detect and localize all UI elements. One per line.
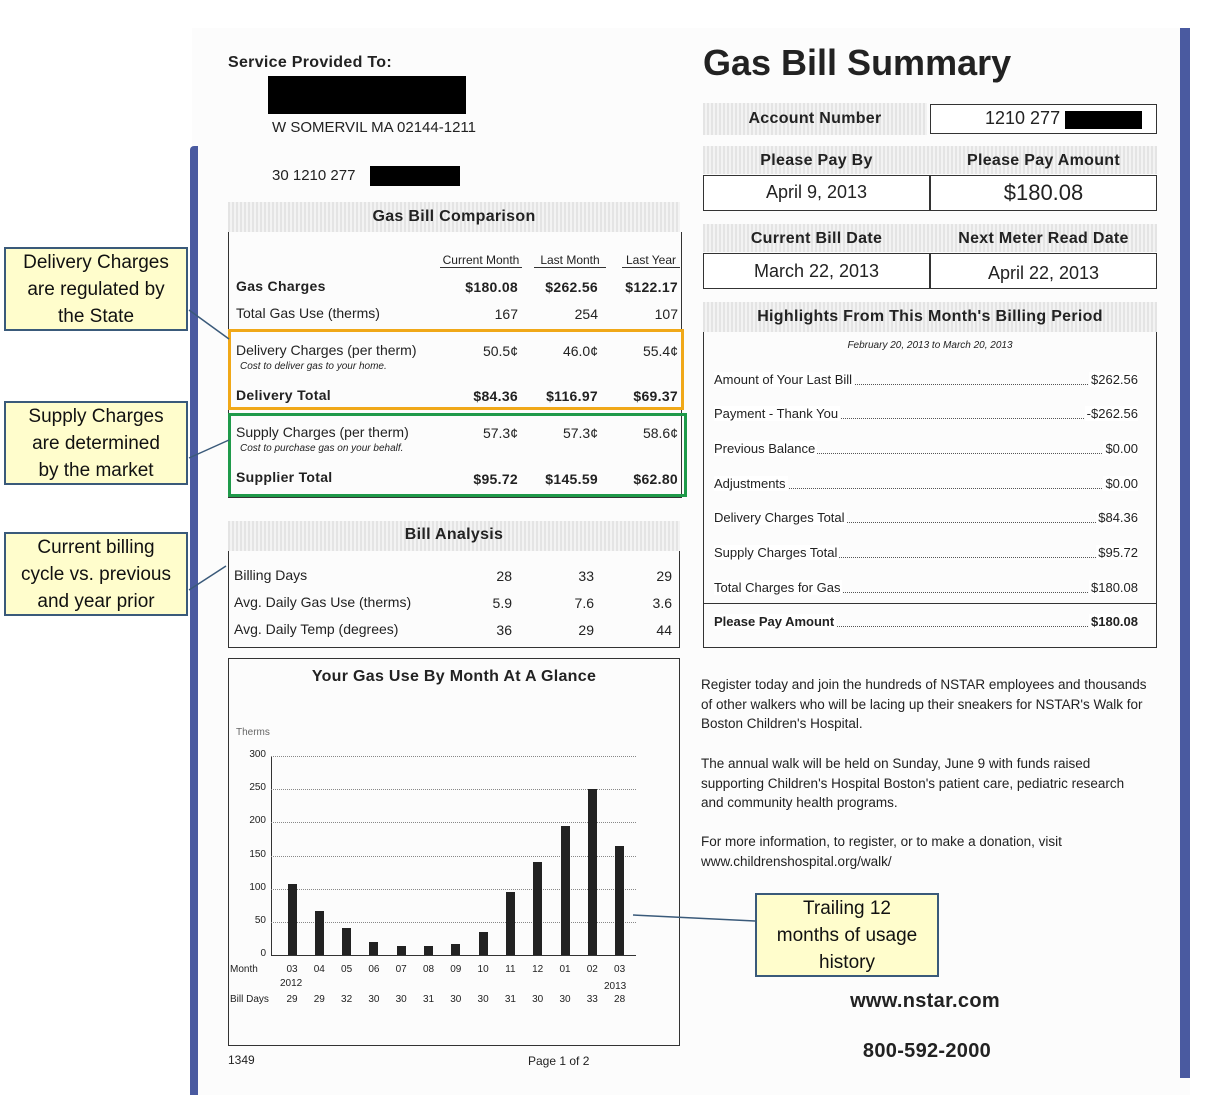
chart-y-tick-label: 300 [249, 749, 266, 760]
chart-x-tick-label: 03 [286, 964, 298, 975]
service-address: W SOMERVIL MA 02144-1211 [272, 119, 476, 136]
chart-y-tick-label: 200 [249, 815, 266, 827]
cell-delivery-total-last: $116.97 [546, 388, 598, 404]
usage-chart-year-end: 2013 [604, 981, 627, 992]
col-last-month: Last Month [534, 253, 606, 268]
pay-amount-value: $180.08 [1003, 180, 1084, 205]
chart-x-tick-label: 02 [586, 964, 598, 975]
callout-line: Delivery Charges [23, 252, 169, 273]
chart-bill-days-label: 30 [532, 994, 544, 1005]
col-last-year: Last Year [622, 253, 680, 268]
chart-bar [533, 862, 542, 955]
callout-line: history [819, 952, 875, 973]
chart-gridline [271, 789, 636, 790]
leader-trailing [633, 915, 755, 921]
chart-bill-days-label: 29 [286, 994, 298, 1005]
row-gas-use-label: Total Gas Use (therms) [236, 305, 380, 321]
highlights-title: Highlights From This Month's Billing Period [757, 308, 1103, 325]
account-number-label: Account Number [748, 110, 882, 127]
chart-y-tick-label: 50 [254, 914, 266, 926]
page-indicator: Page 1 of 2 [528, 1054, 590, 1068]
highlight-value: -$262.56 [1086, 406, 1138, 421]
cell-delivery-total-year: $69.37 [633, 388, 678, 404]
row-gas-charges-label: Gas Charges [236, 278, 326, 294]
cell-gas-last: $262.56 [545, 279, 598, 295]
chart-bill-days-label: 32 [341, 994, 353, 1005]
callout-line: and year prior [37, 591, 155, 612]
bill-date-value: March 22, 2013 [753, 261, 880, 281]
highlight-label: Amount of Your Last Bill [714, 372, 853, 387]
leader-supply [189, 440, 229, 458]
chart-bill-days-label: 30 [559, 994, 571, 1005]
chart-bar [561, 826, 570, 955]
next-read-label: Next Meter Read Date [958, 230, 1129, 247]
comparison-title: Gas Bill Comparison [372, 208, 536, 225]
highlight-value: $0.00 [1105, 441, 1138, 456]
promo-line: For more information, to register, or to make a donation, visit [701, 834, 1062, 849]
row-billing-days-label: Billing Days [234, 567, 308, 583]
callout-line: Trailing 12 [802, 898, 891, 919]
chart-gridline [271, 922, 636, 923]
cell-avg-use-last: 7.6 [574, 595, 594, 611]
callout-line: Supply Charges [28, 406, 164, 427]
chart-y-tick-label: 150 [249, 848, 266, 860]
chart-x-tick-label: 11 [505, 964, 516, 975]
row-supply-note: Cost to purchase gas on your behalf. [240, 443, 404, 454]
cell-supplier-total-year: $62.80 [633, 471, 678, 487]
chart-bar [315, 911, 324, 955]
chart-bar [397, 946, 406, 955]
highlights-period: February 20, 2013 to March 20, 2013 [847, 340, 1013, 351]
highlight-value: $180.08 [1091, 614, 1138, 629]
bill-date-label: Current Bill Date [750, 230, 883, 247]
chart-x-tick-label: 04 [313, 964, 325, 975]
callout-line: are determined [32, 433, 160, 454]
service-account-line: 30 1210 277 [272, 167, 356, 184]
chart-bar [424, 946, 433, 955]
chart-bar [506, 892, 515, 955]
chart-x-tick-label: 05 [341, 964, 353, 975]
chart-x-tick-label: 10 [477, 964, 489, 975]
pay-by-value: April 9, 2013 [765, 182, 868, 202]
account-number-value: 1210 277 [985, 108, 1061, 128]
cell-avg-temp-current: 36 [496, 622, 512, 638]
highlight-value: $84.36 [1098, 510, 1138, 525]
cell-avg-temp-last: 29 [578, 622, 594, 638]
promo-line: and community health programs. [701, 795, 898, 810]
promo-line: Boston Children's Hospital. [701, 716, 863, 731]
highlight-value: $262.56 [1091, 372, 1138, 387]
chart-bar [451, 944, 460, 955]
chart-bill-days-label: 30 [477, 994, 489, 1005]
usage-chart-year-start: 2012 [280, 978, 303, 989]
cell-supply-year: 58.6¢ [642, 425, 678, 441]
chart-x-tick-label: 07 [395, 964, 407, 975]
highlight-label: Supply Charges Total [714, 545, 838, 560]
cell-gas-current: $180.08 [465, 279, 518, 295]
chart-bar [288, 884, 297, 955]
cell-supplier-total-current: $95.72 [473, 471, 518, 487]
pay-amount-label: Please Pay Amount [966, 152, 1120, 169]
promo-line: supporting Children's Hospital Boston's patient care, pediatric research [701, 776, 1125, 791]
cell-avg-temp-year: 44 [656, 622, 672, 638]
usage-chart-bill-days-label: Bill Days [230, 994, 269, 1005]
next-read-value: April 22, 2013 [987, 263, 1100, 283]
cell-supply-last: 57.3¢ [562, 425, 598, 441]
chart-bar [615, 846, 624, 955]
cell-days-year: 29 [656, 568, 672, 584]
chart-x-tick-label: 01 [559, 964, 571, 975]
nstar-phone: 800-592-2000 [862, 1040, 992, 1062]
usage-chart-month-label: Month [230, 964, 258, 975]
service-heading: Service Provided To: [228, 54, 392, 71]
cell-delivery-last: 46.0¢ [562, 343, 598, 359]
highlight-label: Delivery Charges Total [714, 510, 845, 525]
promo-line: of other walkers who will be lacing up their sneakers for NSTAR's Walk for [701, 697, 1143, 712]
usage-chart-unit-label: Therms [236, 727, 270, 738]
highlight-value: $0.00 [1105, 476, 1138, 491]
cell-use-year: 107 [654, 306, 678, 322]
chart-gridline [271, 756, 636, 757]
chart-bill-days-label: 30 [450, 994, 462, 1005]
callout-line: months of usage [776, 925, 918, 946]
chart-gridline [271, 822, 636, 823]
chart-bar [479, 932, 488, 955]
highlight-label: Payment - Thank You [714, 406, 839, 421]
callout-line: are regulated by [27, 279, 165, 300]
promo-line: Register today and join the hundreds of NSTAR employees and thousands [701, 677, 1147, 692]
cell-supply-current: 57.3¢ [482, 425, 518, 441]
row-delivery-label: Delivery Charges (per therm) [236, 342, 417, 358]
chart-bill-days-label: 30 [395, 994, 407, 1005]
highlight-label: Previous Balance [714, 441, 816, 456]
cell-supplier-total-last: $145.59 [545, 471, 598, 487]
chart-bill-days-label: 29 [313, 994, 325, 1005]
chart-gridline [271, 889, 636, 890]
row-avg-temp-label: Avg. Daily Temp (degrees) [234, 621, 399, 637]
chart-x-tick-label: 09 [450, 964, 462, 975]
cell-days-current: 28 [496, 568, 512, 584]
callout-line: cycle vs. previous [21, 564, 171, 585]
leader-delivery [189, 310, 229, 339]
chart-gridline [271, 856, 636, 857]
chart-bill-days-label: 31 [504, 994, 516, 1005]
analysis-title: Bill Analysis [404, 526, 504, 543]
chart-bar [342, 928, 351, 955]
cell-use-current: 167 [494, 306, 518, 322]
col-current-month: Current Month [440, 253, 522, 268]
pay-by-label: Please Pay By [760, 152, 873, 169]
highlight-label: Adjustments [714, 476, 786, 491]
chart-bill-days-label: 30 [368, 994, 380, 1005]
cell-use-last: 254 [574, 306, 598, 322]
chart-x-tick-label: 03 [614, 964, 626, 975]
form-code: 1349 [228, 1053, 255, 1067]
cell-avg-use-current: 5.9 [492, 595, 512, 611]
row-delivery-total-label: Delivery Total [236, 387, 331, 403]
row-supplier-total-label: Supplier Total [236, 469, 333, 485]
chart-bill-days-label: 31 [422, 994, 435, 1005]
cell-delivery-total-current: $84.36 [473, 388, 518, 404]
highlight-value: $180.08 [1091, 580, 1138, 595]
chart-y-tick-label: 250 [249, 782, 266, 794]
callout-line: by the market [38, 460, 154, 481]
highlight-label: Please Pay Amount [714, 614, 835, 629]
chart-bar [588, 789, 597, 955]
nstar-website[interactable]: www.nstar.com [850, 990, 1000, 1012]
chart-bill-days-label: 33 [586, 994, 598, 1005]
highlight-label: Total Charges for Gas [714, 580, 841, 595]
chart-y-tick-label: 0 [260, 948, 266, 959]
promo-link[interactable]: www.childrenshospital.org/walk/ [701, 854, 892, 869]
chart-x-tick-label: 08 [422, 964, 435, 975]
row-delivery-note: Cost to deliver gas to your home. [240, 361, 387, 372]
cell-delivery-current: 50.5¢ [482, 343, 518, 359]
cell-avg-use-year: 3.6 [652, 595, 672, 611]
chart-y-tick-label: 100 [249, 881, 266, 893]
summary-title: Gas Bill Summary [703, 42, 1012, 83]
cell-gas-year: $122.17 [625, 279, 678, 295]
callout-line: Current billing [37, 537, 155, 558]
chart-x-tick-label: 12 [532, 964, 544, 975]
promo-line: The annual walk will be held on Sunday, June 9 with funds raised [701, 756, 1091, 771]
callout-line: the State [57, 306, 135, 327]
chart-bar [369, 942, 378, 955]
usage-chart-title: Your Gas Use By Month At A Glance [311, 668, 597, 685]
row-supply-label: Supply Charges (per therm) [236, 424, 409, 440]
highlight-value: $95.72 [1098, 545, 1138, 560]
chart-x-tick-label: 06 [368, 964, 380, 975]
row-avg-use-label: Avg. Daily Gas Use (therms) [234, 594, 412, 610]
cell-days-last: 33 [578, 568, 594, 584]
leader-billing [189, 566, 226, 590]
cell-delivery-year: 55.4¢ [642, 343, 678, 359]
chart-bill-days-label: 28 [614, 994, 626, 1005]
